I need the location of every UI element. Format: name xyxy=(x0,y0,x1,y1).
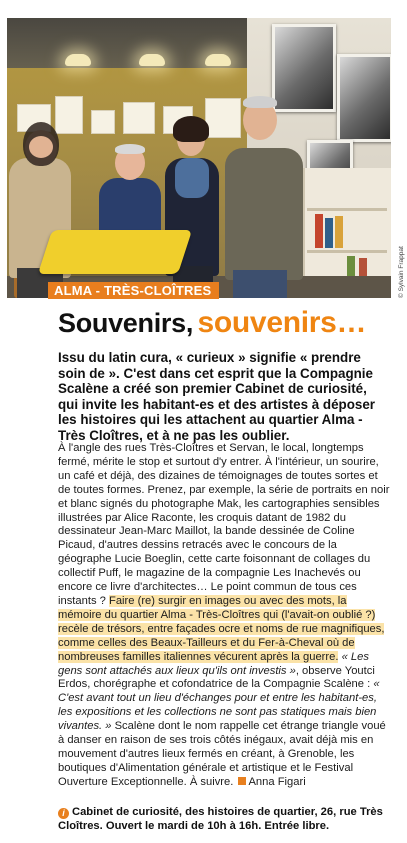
info-icon: i xyxy=(58,808,69,819)
photo-book xyxy=(315,214,323,248)
photo-wall-note xyxy=(55,96,83,134)
photo-wall-note xyxy=(91,110,115,134)
body-text: , observe Youtci Erdos, chorégraphe et cofondatrice de la Compagnie Scalène : xyxy=(58,664,375,691)
author-square-icon xyxy=(238,777,246,785)
article-body xyxy=(58,442,392,790)
headline-part2: souvenirs… xyxy=(197,306,367,339)
author-name: Anna Figari xyxy=(248,775,306,788)
photo-shelf-board xyxy=(307,250,387,253)
photo-portrait xyxy=(337,54,391,142)
section-tag: ALMA - TRÈS-CLOÎTRES xyxy=(48,282,219,299)
photo-yellow-table xyxy=(38,230,192,274)
body-text: Scalène dont le nom rappelle cet étrange triangle voué à danser en raison de ses trois côtés inégaux, avait déjà mis en mouvement d'autres lieux fermés en créant, à Grenoble, les boutiques d'Alimentation générale et artistique et le Festival Ouverture Exceptionnelle. À suivre. xyxy=(58,720,386,788)
photo-wall-note xyxy=(123,102,155,134)
body-paragraph: À l'angle des rues Très-Cloîtres et Servan, le local, longtemps fermé, mérite le stop et surtout d'y entrer. À l'intérieur, un sourire, un café et déjà, des dizaines de témoignages de toutes sortes et de toutes formes. Prenez, par exemple, la série de portraits en noir et blanc signés du photographe Mak, les cartographies sensibles illustrées par Alice Raconte, les croquis datant de 1982 du dessinateur Jean-Marc Maillot, la bande dessinée de Coline Picaud, d'autres dessins retracés avec le concours de la géographe Lucie Boeglin, cette carte foisonnant de collages du collectif Puff, le magazine de la compagnie Les Inachevés ou encore ce livre d'architectes… Le point commun de tous ces instants ? xyxy=(58,442,390,607)
photo-book xyxy=(335,216,343,248)
article-headline xyxy=(58,306,366,340)
photo-shelf-board xyxy=(307,208,387,211)
article-photo xyxy=(7,18,391,298)
photo-lamp xyxy=(205,54,231,66)
photo-credit-text: © Sylvain Frappat xyxy=(398,246,405,298)
photo-credit xyxy=(392,228,404,298)
info-box xyxy=(58,806,392,833)
headline-part1: Souvenirs, xyxy=(58,308,194,338)
article-lead: Issu du latin cura, « curieux » signifie « prendre soin de ». C'est dans cet esprit que la Compagnie Scalène a créé son premier Cabinet de curiosité, qui invite les habitant-es et des artistes à déposer les histoires qui les attachent au quartier Alma - Très Cloîtres, et à ne pas les oublier. xyxy=(58,350,376,443)
body-quote: « C'est avant tout un lieu d'échanges pour et entre les habitant-es, les expositions et les collections ne sont pas statiques mais bien vivantes. » xyxy=(58,678,380,733)
body-quote: « Les gens sont attachés aux lieux qu'ils ont investis » xyxy=(58,650,369,677)
body-highlight: Faire (re) surgir en images ou avec des mots, la mémoire du quartier Alma - Très-Cloîtres qui (l'avait-on oublié ?) recèle de trésors, entre façades ocre et noms de rue magnifiques, comme celles des Beaux-Tailleurs et du Fer-à-Cheval où de nombreuses familles italiennes vécurent après la guerre. xyxy=(58,594,385,663)
photo-portrait xyxy=(272,24,336,112)
photo-lamp xyxy=(65,54,91,66)
photo-lamp xyxy=(139,54,165,66)
photo-book xyxy=(325,218,333,248)
photo-wall-note xyxy=(205,98,241,138)
info-text: Cabinet de curiosité, des histoires de quartier, 26, rue Très Cloîtres. Ouvert le mardi de 10h à 16h. Entrée libre. xyxy=(58,806,383,832)
